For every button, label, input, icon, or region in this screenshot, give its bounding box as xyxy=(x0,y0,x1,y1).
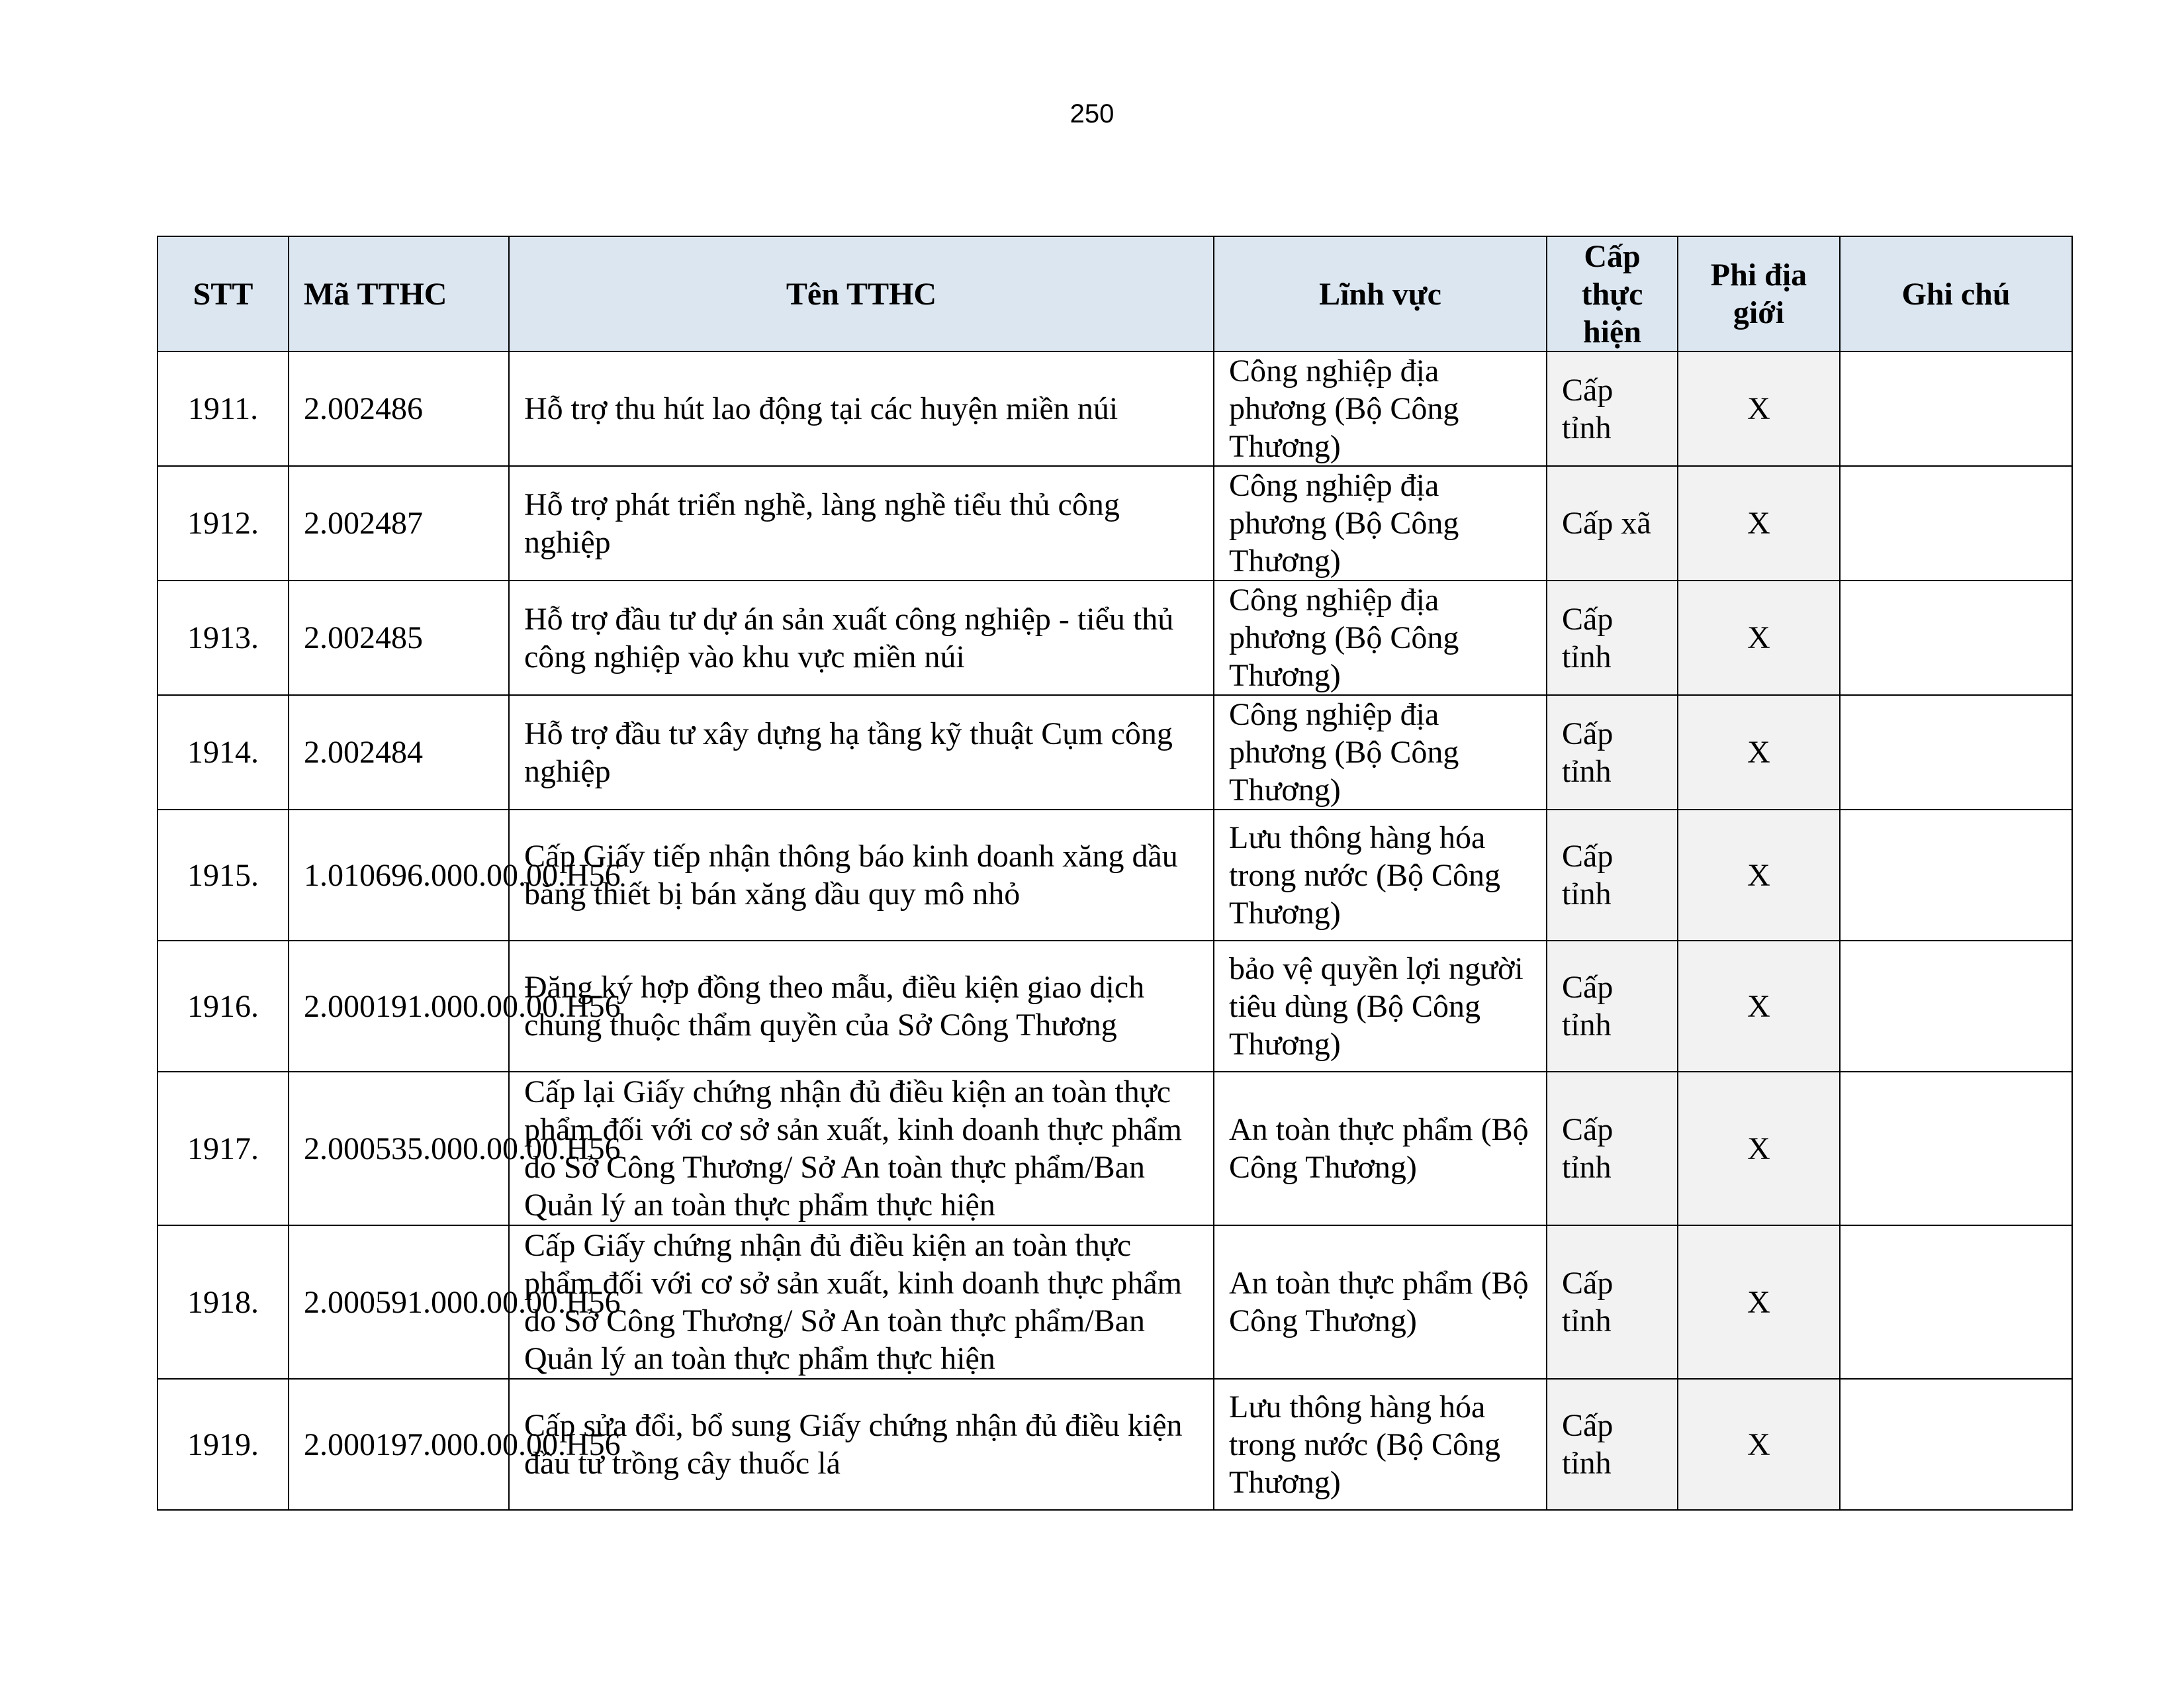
cell-ma-tthc: 2.002484 xyxy=(289,695,509,810)
cell-ma-tthc: 2.002487 xyxy=(289,466,509,581)
table-row xyxy=(158,1072,2072,1225)
table-header-row xyxy=(158,236,2072,352)
cell-ghi-chu xyxy=(1840,466,2072,581)
page-number: 250 xyxy=(1069,99,1115,128)
cell-stt: 1915. xyxy=(158,810,289,941)
cell-ten-tthc: Cấp sửa đổi, bổ sung Giấy chứng nhận đủ điều kiện đầu tư trồng cây thuốc lá xyxy=(509,1379,1214,1510)
cell-stt: 1914. xyxy=(158,695,289,810)
cell-cap-thuc-hien: Cấp xã xyxy=(1547,466,1678,581)
cell-linh-vuc: bảo vệ quyền lợi người tiêu dùng (Bộ Công Thương) xyxy=(1214,941,1547,1072)
cell-ma-tthc: 2.000191.000.00.00.H56 xyxy=(289,941,509,1072)
cell-linh-vuc: An toàn thực phẩm (Bộ Công Thương) xyxy=(1214,1225,1547,1379)
cell-ten-tthc: Đăng ký hợp đồng theo mẫu, điều kiện giao dịch chung thuộc thẩm quyền của Sở Công Thương xyxy=(509,941,1214,1072)
cell-ghi-chu xyxy=(1840,1379,2072,1510)
cell-phi-dia-gioi: X xyxy=(1678,1072,1840,1225)
cell-ten-tthc: Cấp Giấy chứng nhận đủ điều kiện an toàn thực phẩm đối với cơ sở sản xuất, kinh doanh thực phẩm do Sở Công Thương/ Sở An toàn thực phẩm/Ban Quản lý an toàn thực phẩm thực hiện xyxy=(509,1225,1214,1379)
cell-linh-vuc: Công nghiệp địa phương (Bộ Công Thương) xyxy=(1214,695,1547,810)
cell-ten-tthc: Cấp lại Giấy chứng nhận đủ điều kiện an toàn thực phẩm đối với cơ sở sản xuất, kinh doanh thực phẩm do Sở Công Thương/ Sở An toàn thực phẩm/Ban Quản lý an toàn thực phẩm thực hiện xyxy=(509,1072,1214,1225)
header-ma-tthc: Mã TTHC xyxy=(289,236,509,352)
cell-ten-tthc: Hỗ trợ thu hút lao động tại các huyện miền núi xyxy=(509,352,1214,466)
procedures-table xyxy=(157,236,2073,1511)
cell-cap-thuc-hien: Cấp tỉnh xyxy=(1547,1072,1678,1225)
cell-ghi-chu xyxy=(1840,1072,2072,1225)
cell-phi-dia-gioi: X xyxy=(1678,581,1840,695)
cell-cap-thuc-hien: Cấp tỉnh xyxy=(1547,581,1678,695)
header-phi-dia-gioi: Phi địa giới xyxy=(1678,236,1840,352)
header-stt: STT xyxy=(158,236,289,352)
table-row xyxy=(158,1379,2072,1510)
header-linh-vuc: Lĩnh vực xyxy=(1214,236,1547,352)
header-ten-tthc: Tên TTHC xyxy=(509,236,1214,352)
table-row xyxy=(158,352,2072,466)
table-row xyxy=(158,695,2072,810)
cell-ten-tthc: Hỗ trợ đầu tư xây dựng hạ tầng kỹ thuật Cụm công nghiệp xyxy=(509,695,1214,810)
cell-phi-dia-gioi: X xyxy=(1678,695,1840,810)
cell-ten-tthc: Hỗ trợ đầu tư dự án sản xuất công nghiệp - tiểu thủ công nghiệp vào khu vực miền núi xyxy=(509,581,1214,695)
cell-phi-dia-gioi: X xyxy=(1678,466,1840,581)
cell-ten-tthc: Hỗ trợ phát triển nghề, làng nghề tiểu thủ công nghiệp xyxy=(509,466,1214,581)
cell-ma-tthc: 2.000535.000.00.00.H56 xyxy=(289,1072,509,1225)
table-row xyxy=(158,581,2072,695)
cell-ma-tthc: 1.010696.000.00.00.H56 xyxy=(289,810,509,941)
cell-phi-dia-gioi: X xyxy=(1678,810,1840,941)
table-row xyxy=(158,941,2072,1072)
cell-linh-vuc: An toàn thực phẩm (Bộ Công Thương) xyxy=(1214,1072,1547,1225)
cell-linh-vuc: Công nghiệp địa phương (Bộ Công Thương) xyxy=(1214,466,1547,581)
cell-phi-dia-gioi: X xyxy=(1678,352,1840,466)
cell-ghi-chu xyxy=(1840,1225,2072,1379)
cell-linh-vuc: Lưu thông hàng hóa trong nước (Bộ Công Thương) xyxy=(1214,810,1547,941)
cell-cap-thuc-hien: Cấp tỉnh xyxy=(1547,1225,1678,1379)
cell-ghi-chu xyxy=(1840,810,2072,941)
cell-cap-thuc-hien: Cấp tỉnh xyxy=(1547,695,1678,810)
cell-stt: 1919. xyxy=(158,1379,289,1510)
table-row xyxy=(158,466,2072,581)
cell-ten-tthc: Cấp Giấy tiếp nhận thông báo kinh doanh xăng dầu bằng thiết bị bán xăng dầu quy mô nhỏ xyxy=(509,810,1214,941)
cell-ma-tthc: 2.000591.000.00.00.H56 xyxy=(289,1225,509,1379)
cell-stt: 1912. xyxy=(158,466,289,581)
cell-phi-dia-gioi: X xyxy=(1678,941,1840,1072)
header-cap-thuc-hien: Cấp thực hiện xyxy=(1547,236,1678,352)
cell-stt: 1913. xyxy=(158,581,289,695)
cell-cap-thuc-hien: Cấp tỉnh xyxy=(1547,810,1678,941)
cell-ghi-chu xyxy=(1840,581,2072,695)
cell-stt: 1917. xyxy=(158,1072,289,1225)
cell-stt: 1911. xyxy=(158,352,289,466)
cell-ghi-chu xyxy=(1840,352,2072,466)
cell-stt: 1918. xyxy=(158,1225,289,1379)
cell-stt: 1916. xyxy=(158,941,289,1072)
cell-ma-tthc: 2.000197.000.00.00.H56 xyxy=(289,1379,509,1510)
cell-ghi-chu xyxy=(1840,941,2072,1072)
cell-cap-thuc-hien: Cấp tỉnh xyxy=(1547,352,1678,466)
cell-ma-tthc: 2.002485 xyxy=(289,581,509,695)
cell-linh-vuc: Lưu thông hàng hóa trong nước (Bộ Công Thương) xyxy=(1214,1379,1547,1510)
table-row xyxy=(158,1225,2072,1379)
cell-phi-dia-gioi: X xyxy=(1678,1379,1840,1510)
cell-ghi-chu xyxy=(1840,695,2072,810)
header-ghi-chu: Ghi chú xyxy=(1840,236,2072,352)
cell-linh-vuc: Công nghiệp địa phương (Bộ Công Thương) xyxy=(1214,581,1547,695)
cell-phi-dia-gioi: X xyxy=(1678,1225,1840,1379)
cell-ma-tthc: 2.002486 xyxy=(289,352,509,466)
cell-cap-thuc-hien: Cấp tỉnh xyxy=(1547,941,1678,1072)
cell-cap-thuc-hien: Cấp tỉnh xyxy=(1547,1379,1678,1510)
cell-linh-vuc: Công nghiệp địa phương (Bộ Công Thương) xyxy=(1214,352,1547,466)
table-row xyxy=(158,810,2072,941)
